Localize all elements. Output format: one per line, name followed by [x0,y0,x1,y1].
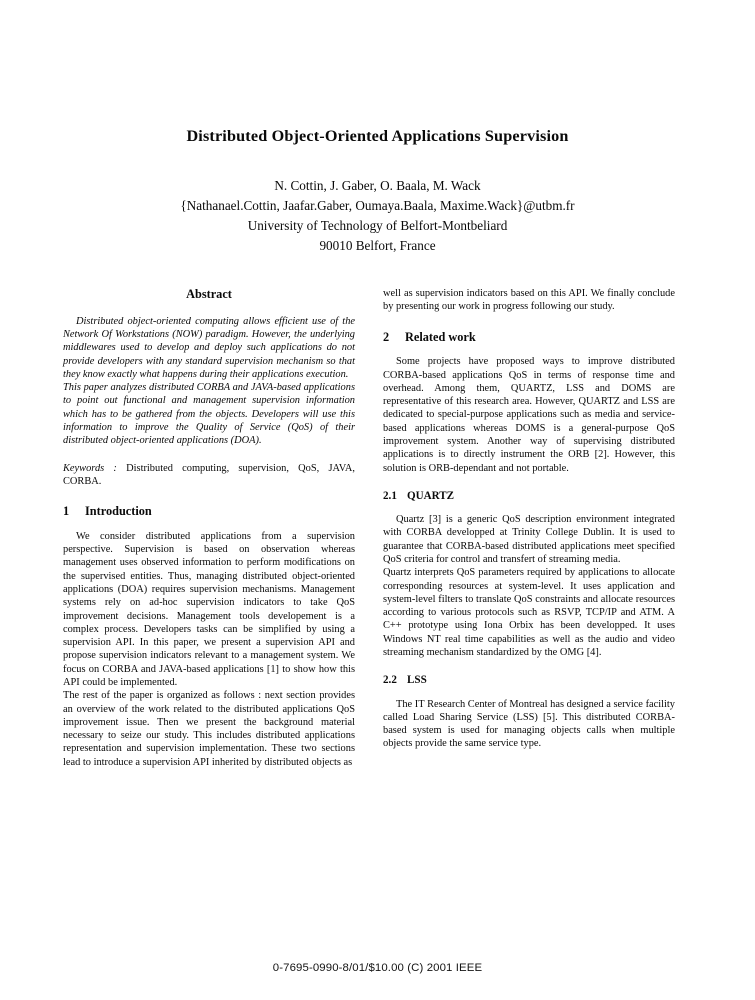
section-number: 1 [63,504,70,519]
subsection-title: LSS [407,674,427,687]
subsection-number: 2.2 [383,674,397,687]
title-block [63,126,692,257]
body-paragraph: Quartz [3] is a generic QoS description environment integrated with CORBA developped at Trinity College Dublin. It is used to guarantee that CORBA-based distributed applications meet specified QoS criteria for control and transfert of streaming media. [383,514,675,565]
section-title: Introduction [85,504,152,519]
keywords-label: Keywords : [63,462,117,474]
section-heading-introduction [63,504,355,519]
column-left [63,287,355,769]
body-paragraph: The rest of the paper is organized as follows : next section provides an overview of the work related to the distributed applications QoS improvement issue. Then we present the background material necessary to seize our study. This includes distributed applications representation and supervision implementation. These two sections lead to introduce a supervision API inherited by distributed objects as [63,690,355,768]
abstract-heading: Abstract [186,287,232,301]
page-title: Distributed Object-Oriented Applications Supervision [186,127,569,145]
copyright-footer: 0-7695-0990-8/01/$10.00 (C) 2001 IEEE [272,962,483,974]
author-block [63,176,692,256]
author-emails: {Nathanael.Cottin, Jaafar.Gaber, Oumaya.Baala, Maxime.Wack}@utbm.fr [180,198,575,214]
subsection-title: QUARTZ [407,489,455,502]
section-heading-related-work [383,330,675,345]
body-paragraph: Quartz interprets QoS parameters required by applications to allocate corresponding resources at system-level. It uses application and system-level filters to translate QoS constraints and allocate resources according to various protocols such as RSVP, TCP/IP and ATM. A C++ prototype using Iona Orbix has been developped. It uses Windows NT real time capabilities as well as the audio and video streaming mechanism standardized by the OMG [4]. [383,567,675,658]
section-number: 2 [383,329,390,344]
body-paragraph: Some projects have proposed ways to improve distributed CORBA-based applications QoS in terms of response time and overhead. Among them, QUARTZ, LSS and DOMS are representative of this research area. However, QUARTZ and LSS are dedicated to special-purpose applications such as media and service-based applications whereas DOMS is a general-purpose QoS improvement system. Another way of supervising distributed applications is to directly instrument the ORB [2]. However, this solution is ORB-dependant and not portable. [383,356,675,474]
author-address: 90010 Belfort, France [319,238,436,254]
section-title: Related work [405,329,476,344]
subsection-heading-quartz [383,490,675,503]
body-paragraph: The IT Research Center of Montreal has designed a service facility called Load Sharing Service (LSS) [5]. This distributed CORBA-based system is used for managing objects calls when multiple objects provide the same service type. [383,698,675,750]
subsection-number: 2.1 [383,489,397,502]
keywords-body: Distributed computing, supervision, QoS, JAVA, CORBA. [63,462,355,487]
author-affiliation: University of Technology of Belfort-Montbeliard [247,218,508,234]
body-paragraph: We consider distributed applications from a supervision perspective. Supervision is based on observation whereas management uses observed information to perform modifications on the supervised entities. Thus, managing distributed object-oriented applications (DOA) requires supervision mechanisms. Management systems rely on ad-hoc supervision indicators to take QoS improvement decisions. Management tools developement is a complex process. Developers tasks can be simplified by using a supervision API. In this paper, we present a supervision API and propose supervision indicators relevant to a management system. We focus on CORBA and JAVA-based applications [1] to show how this API could be implemented. [63,530,355,688]
author-names: N. Cottin, J. Gaber, O. Baala, M. Wack [274,178,481,194]
column-right [383,287,675,751]
keywords-line [63,462,355,489]
body-paragraph-continued: well as supervision indicators based on this API. We finally conclude by presenting our work in progress following our study. [383,288,675,313]
abstract-paragraph: This paper analyzes distributed CORBA and JAVA-based applications to point out functional and management supervision information which has to be gathered from the objects. Developers will use this information to improve the Quality of Service (QoS) of their distributed object-oriented applications (DOA). [63,382,355,447]
abstract-paragraph: Distributed object-oriented computing allows efficient use of the Network Of Workstations (NOW) paradigm. However, the underlying middlewares used to develop and deploy such applications do not provide developers with any standard supervision mechanism so that they know exactly what happens during their applications execution. [63,315,355,380]
subsection-heading-lss [383,674,675,687]
